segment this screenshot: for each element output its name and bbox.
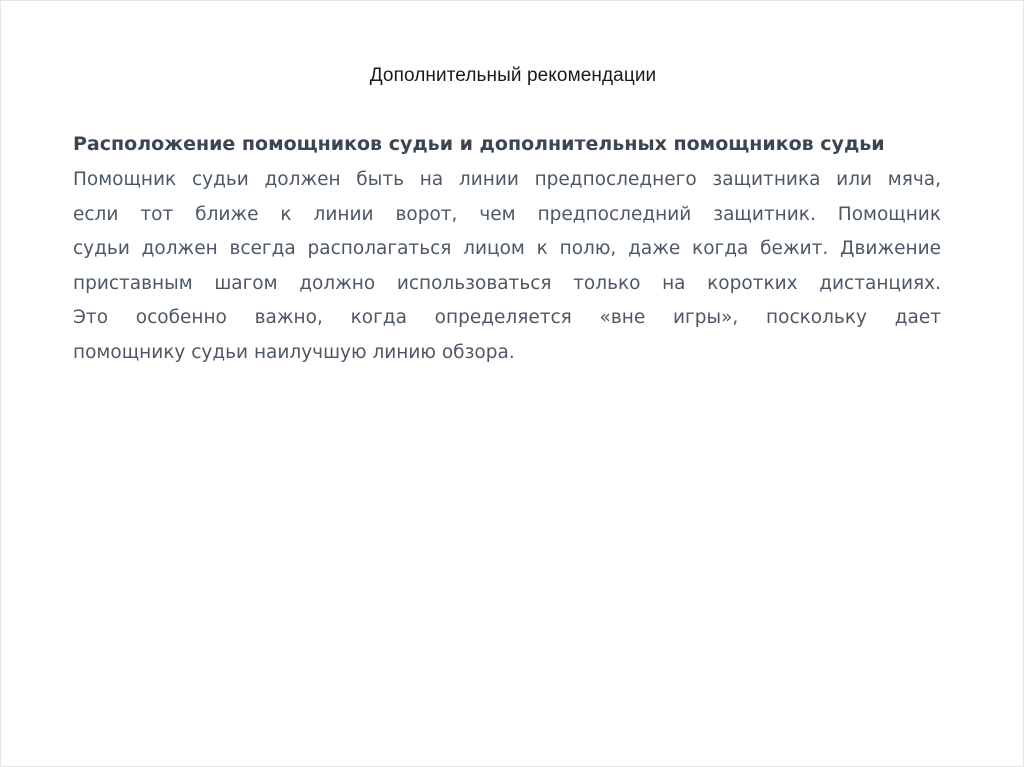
content-line: если тот ближе к линии ворот, чем предпоследний защитник. Помощник [73, 203, 941, 225]
content-line: Это особенно важно, когда определяется «вне игры», поскольку дает [73, 307, 941, 328]
content-line: приставным шагом должно использоваться только на коротких дистанциях. [73, 272, 941, 294]
content-body [73, 163, 941, 370]
content-heading: Расположение помощников судьи и дополнительных помощников судьи [73, 133, 885, 155]
content-line: помощнику судьи наилучшую линию обзора. [73, 341, 515, 363]
content-text-image [73, 125, 941, 370]
slide-title: Дополнительный рекомендации [369, 65, 657, 86]
content-line: судьи должен всегда располагаться лицом к полю, даже когда бежит. Движение [73, 238, 941, 259]
content-line: Помощник судьи должен быть на линии предпоследнего защитника или мяча, [73, 169, 941, 190]
